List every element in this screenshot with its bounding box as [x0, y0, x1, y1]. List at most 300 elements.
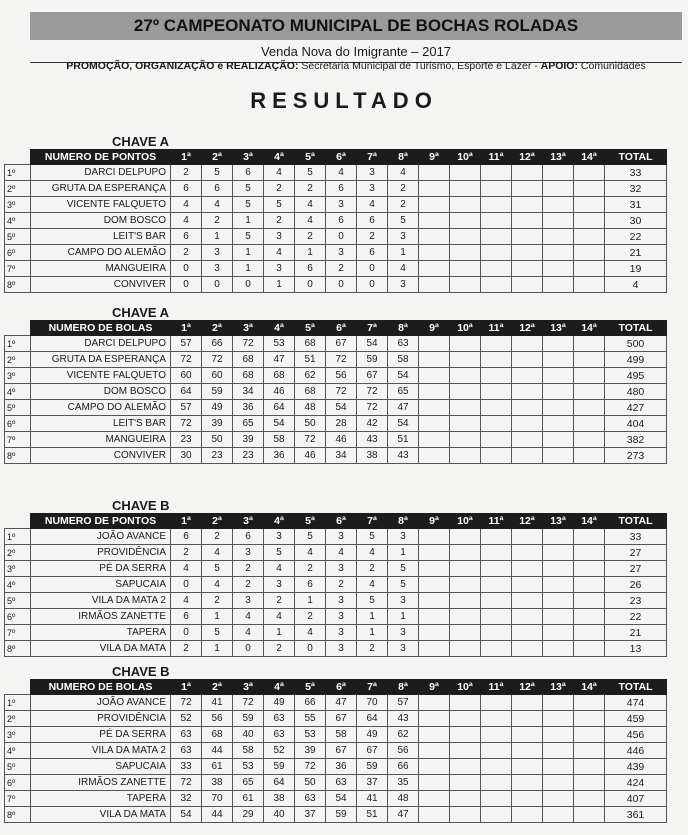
round-score-cell: 63	[264, 711, 295, 727]
table-row	[5, 711, 667, 727]
total-cell: 21	[605, 245, 667, 261]
round-score-cell: 47	[264, 352, 295, 368]
round-score-cell	[450, 791, 481, 807]
round-score-cell	[450, 641, 481, 657]
table-row	[5, 368, 667, 384]
round-score-cell: 1	[388, 545, 419, 561]
round-score-cell: 3	[326, 625, 357, 641]
table-row	[5, 432, 667, 448]
round-score-cell	[481, 416, 512, 432]
round-score-cell	[450, 695, 481, 711]
round-score-cell	[481, 384, 512, 400]
round-score-cell: 62	[295, 368, 326, 384]
total-cell: 273	[605, 448, 667, 464]
round-header: 5ª	[295, 321, 326, 336]
team-name-cell: MANGUEIRA	[31, 261, 171, 277]
round-score-cell	[419, 711, 450, 727]
round-score-cell	[512, 561, 543, 577]
round-score-cell: 40	[264, 807, 295, 823]
round-score-cell: 0	[233, 641, 264, 657]
position-cell: 4º	[5, 384, 31, 400]
round-header: 4ª	[264, 680, 295, 695]
round-score-cell: 5	[202, 165, 233, 181]
round-header: 1ª	[171, 150, 202, 165]
round-score-cell: 58	[264, 432, 295, 448]
round-score-cell	[481, 625, 512, 641]
round-score-cell: 1	[233, 213, 264, 229]
round-score-cell	[574, 545, 605, 561]
round-score-cell	[481, 432, 512, 448]
round-score-cell: 6	[233, 165, 264, 181]
round-score-cell: 4	[202, 577, 233, 593]
team-name-cell: MANGUEIRA	[31, 432, 171, 448]
round-header: 3ª	[233, 150, 264, 165]
round-score-cell: 1	[202, 229, 233, 245]
round-header: 2ª	[202, 514, 233, 529]
round-header: 2ª	[202, 321, 233, 336]
round-score-cell: 3	[264, 261, 295, 277]
position-cell: 8º	[5, 807, 31, 823]
round-score-cell: 4	[202, 197, 233, 213]
round-score-cell: 1	[233, 245, 264, 261]
round-score-cell	[543, 791, 574, 807]
round-score-cell: 38	[357, 448, 388, 464]
round-score-cell	[574, 261, 605, 277]
round-score-cell: 41	[202, 695, 233, 711]
table-row	[5, 197, 667, 213]
round-score-cell	[512, 711, 543, 727]
total-cell: 459	[605, 711, 667, 727]
results-table	[4, 149, 667, 293]
round-score-cell	[481, 336, 512, 352]
round-score-cell: 63	[295, 791, 326, 807]
table-row	[5, 352, 667, 368]
total-cell: 480	[605, 384, 667, 400]
round-score-cell: 1	[202, 641, 233, 657]
round-header: 6ª	[326, 680, 357, 695]
team-name-cell: PÉ DA SERRA	[31, 727, 171, 743]
round-header: 13ª	[543, 150, 574, 165]
round-score-cell: 23	[171, 432, 202, 448]
round-score-cell	[419, 561, 450, 577]
position-cell: 8º	[5, 641, 31, 657]
table-row	[5, 743, 667, 759]
round-score-cell: 68	[233, 368, 264, 384]
round-score-cell: 4	[171, 197, 202, 213]
round-score-cell: 6	[295, 577, 326, 593]
round-score-cell	[450, 229, 481, 245]
round-score-cell	[481, 711, 512, 727]
round-score-cell: 1	[388, 245, 419, 261]
round-score-cell: 65	[388, 384, 419, 400]
round-score-cell: 66	[388, 759, 419, 775]
table-row	[5, 545, 667, 561]
table-row	[5, 529, 667, 545]
round-score-cell	[450, 197, 481, 213]
round-score-cell: 4	[357, 197, 388, 213]
round-score-cell: 72	[171, 775, 202, 791]
team-name-cell: CONVIVER	[31, 277, 171, 293]
round-score-cell: 34	[326, 448, 357, 464]
round-score-cell: 70	[202, 791, 233, 807]
position-cell: 6º	[5, 609, 31, 625]
round-score-cell: 2	[357, 561, 388, 577]
position-cell: 3º	[5, 727, 31, 743]
round-score-cell	[481, 400, 512, 416]
round-score-cell: 67	[326, 336, 357, 352]
round-score-cell	[419, 743, 450, 759]
round-score-cell: 5	[388, 577, 419, 593]
round-header: 9ª	[419, 150, 450, 165]
round-score-cell: 37	[357, 775, 388, 791]
round-score-cell: 6	[326, 213, 357, 229]
round-header: 5ª	[295, 150, 326, 165]
round-score-cell: 4	[295, 545, 326, 561]
round-score-cell: 2	[202, 593, 233, 609]
round-score-cell	[419, 791, 450, 807]
round-score-cell: 1	[295, 245, 326, 261]
round-score-cell: 2	[233, 577, 264, 593]
round-score-cell	[574, 577, 605, 593]
round-header: 5ª	[295, 514, 326, 529]
round-score-cell: 5	[388, 213, 419, 229]
round-score-cell: 2	[264, 593, 295, 609]
round-score-cell	[574, 609, 605, 625]
table-row	[5, 641, 667, 657]
round-score-cell	[543, 400, 574, 416]
section-title: CHAVE A	[112, 305, 170, 320]
round-header: 1ª	[171, 321, 202, 336]
round-score-cell: 36	[326, 759, 357, 775]
round-score-cell: 1	[233, 261, 264, 277]
round-score-cell: 63	[326, 775, 357, 791]
round-score-cell: 72	[326, 384, 357, 400]
round-score-cell	[450, 727, 481, 743]
round-score-cell: 0	[295, 277, 326, 293]
round-score-cell	[450, 213, 481, 229]
round-score-cell	[450, 181, 481, 197]
position-cell: 8º	[5, 448, 31, 464]
round-score-cell: 50	[295, 775, 326, 791]
round-score-cell	[419, 695, 450, 711]
total-cell: 439	[605, 759, 667, 775]
round-score-cell	[419, 165, 450, 181]
round-header: 9ª	[419, 680, 450, 695]
round-score-cell: 3	[233, 593, 264, 609]
team-name-cell: TAPERA	[31, 625, 171, 641]
round-score-cell: 3	[202, 245, 233, 261]
round-score-cell	[512, 336, 543, 352]
round-score-cell: 49	[202, 400, 233, 416]
round-score-cell	[543, 368, 574, 384]
total-cell: 361	[605, 807, 667, 823]
table-row	[5, 561, 667, 577]
round-header: 7ª	[357, 150, 388, 165]
round-score-cell: 1	[295, 593, 326, 609]
round-score-cell: 54	[357, 336, 388, 352]
results-table	[4, 320, 667, 464]
round-header: 13ª	[543, 680, 574, 695]
promo-value: Secretaria Municipal de Turismo, Esporte e Lazer -	[298, 60, 541, 72]
round-score-cell	[481, 213, 512, 229]
round-score-cell: 53	[295, 727, 326, 743]
round-score-cell: 2	[388, 181, 419, 197]
round-score-cell	[574, 807, 605, 823]
round-header: 3ª	[233, 680, 264, 695]
round-score-cell: 3	[357, 165, 388, 181]
round-score-cell	[450, 384, 481, 400]
round-score-cell: 1	[357, 625, 388, 641]
round-score-cell: 3	[388, 277, 419, 293]
round-score-cell: 50	[295, 416, 326, 432]
round-score-cell: 3	[326, 609, 357, 625]
round-score-cell: 52	[171, 711, 202, 727]
position-cell: 4º	[5, 743, 31, 759]
round-score-cell	[543, 545, 574, 561]
team-name-cell: SAPUCAIA	[31, 759, 171, 775]
round-score-cell	[574, 197, 605, 213]
round-score-cell	[419, 229, 450, 245]
round-score-cell: 51	[357, 807, 388, 823]
round-score-cell	[574, 416, 605, 432]
round-score-cell	[574, 641, 605, 657]
round-score-cell: 0	[295, 641, 326, 657]
round-score-cell: 68	[202, 727, 233, 743]
team-name-cell: VILA DA MATA 2	[31, 593, 171, 609]
round-score-cell	[419, 609, 450, 625]
table-row	[5, 245, 667, 261]
round-score-cell: 61	[202, 759, 233, 775]
round-score-cell: 35	[388, 775, 419, 791]
round-score-cell	[574, 181, 605, 197]
round-header: 13ª	[543, 321, 574, 336]
round-score-cell: 54	[326, 791, 357, 807]
position-cell: 6º	[5, 416, 31, 432]
round-score-cell: 23	[202, 448, 233, 464]
round-score-cell: 5	[295, 165, 326, 181]
round-score-cell	[419, 181, 450, 197]
round-score-cell	[574, 775, 605, 791]
round-score-cell: 34	[233, 384, 264, 400]
round-score-cell: 2	[264, 641, 295, 657]
round-score-cell: 5	[388, 561, 419, 577]
round-score-cell: 6	[171, 229, 202, 245]
table-row	[5, 448, 667, 464]
round-score-cell: 72	[357, 384, 388, 400]
round-score-cell: 59	[264, 759, 295, 775]
round-header: 1ª	[171, 514, 202, 529]
round-score-cell	[512, 545, 543, 561]
round-score-cell: 70	[357, 695, 388, 711]
round-score-cell	[543, 384, 574, 400]
position-cell: 2º	[5, 711, 31, 727]
apoio-label: APOIO:	[540, 60, 578, 72]
round-score-cell: 2	[171, 545, 202, 561]
round-score-cell	[419, 807, 450, 823]
round-header: 8ª	[388, 514, 419, 529]
apoio-value: Comunidades	[577, 60, 646, 72]
round-header: 4ª	[264, 321, 295, 336]
round-score-cell: 4	[264, 245, 295, 261]
round-score-cell: 1	[264, 625, 295, 641]
round-score-cell: 67	[357, 743, 388, 759]
total-cell: 446	[605, 743, 667, 759]
round-score-cell	[574, 695, 605, 711]
round-score-cell: 46	[264, 384, 295, 400]
round-score-cell: 41	[357, 791, 388, 807]
round-score-cell	[419, 400, 450, 416]
round-score-cell: 62	[388, 727, 419, 743]
round-score-cell	[419, 593, 450, 609]
round-score-cell: 54	[388, 416, 419, 432]
round-score-cell	[512, 775, 543, 791]
round-score-cell: 4	[388, 165, 419, 181]
round-score-cell	[481, 448, 512, 464]
round-score-cell: 52	[264, 743, 295, 759]
round-score-cell	[543, 641, 574, 657]
team-name-cell: VICENTE FALQUETO	[31, 197, 171, 213]
round-score-cell	[574, 625, 605, 641]
round-score-cell: 65	[233, 416, 264, 432]
round-score-cell: 72	[202, 352, 233, 368]
round-score-cell: 4	[295, 213, 326, 229]
round-score-cell: 58	[326, 727, 357, 743]
round-score-cell: 44	[202, 807, 233, 823]
round-score-cell: 0	[202, 277, 233, 293]
round-score-cell: 39	[233, 432, 264, 448]
round-score-cell	[450, 165, 481, 181]
position-cell: 2º	[5, 352, 31, 368]
round-score-cell	[543, 807, 574, 823]
round-score-cell	[450, 577, 481, 593]
round-score-cell: 28	[326, 416, 357, 432]
round-score-cell: 2	[171, 641, 202, 657]
round-score-cell	[481, 197, 512, 213]
round-score-cell	[512, 432, 543, 448]
round-header: 11ª	[481, 514, 512, 529]
round-score-cell	[481, 245, 512, 261]
round-score-cell: 5	[233, 181, 264, 197]
round-header: 3ª	[233, 514, 264, 529]
round-score-cell	[450, 277, 481, 293]
round-score-cell	[481, 229, 512, 245]
round-score-cell: 2	[202, 529, 233, 545]
round-score-cell: 2	[357, 229, 388, 245]
round-score-cell: 44	[202, 743, 233, 759]
round-score-cell: 5	[295, 529, 326, 545]
round-header: 11ª	[481, 150, 512, 165]
team-name-cell: LEIT'S BAR	[31, 229, 171, 245]
round-score-cell	[481, 609, 512, 625]
round-score-cell: 4	[295, 197, 326, 213]
total-cell: 13	[605, 641, 667, 657]
round-score-cell: 50	[202, 432, 233, 448]
round-score-cell: 4	[202, 545, 233, 561]
round-score-cell: 72	[171, 416, 202, 432]
team-name-cell: CONVIVER	[31, 448, 171, 464]
round-header: 14ª	[574, 514, 605, 529]
round-score-cell: 66	[202, 336, 233, 352]
round-score-cell	[574, 336, 605, 352]
round-score-cell: 42	[357, 416, 388, 432]
round-score-cell: 6	[326, 181, 357, 197]
header-blank	[5, 150, 31, 165]
round-header: 13ª	[543, 514, 574, 529]
round-score-cell	[481, 165, 512, 181]
position-cell: 3º	[5, 368, 31, 384]
round-score-cell	[543, 711, 574, 727]
round-score-cell: 1	[202, 609, 233, 625]
results-table	[4, 679, 667, 823]
round-score-cell: 5	[202, 561, 233, 577]
round-score-cell: 1	[357, 609, 388, 625]
round-score-cell: 60	[171, 368, 202, 384]
round-score-cell	[419, 529, 450, 545]
round-score-cell: 72	[233, 336, 264, 352]
round-header: 4ª	[264, 514, 295, 529]
round-score-cell: 72	[295, 759, 326, 775]
round-score-cell: 4	[326, 545, 357, 561]
round-header: 10ª	[450, 680, 481, 695]
round-score-cell: 72	[326, 352, 357, 368]
round-score-cell: 68	[295, 336, 326, 352]
round-header: 1ª	[171, 680, 202, 695]
round-score-cell: 5	[202, 625, 233, 641]
round-score-cell	[450, 807, 481, 823]
round-header: 11ª	[481, 321, 512, 336]
round-score-cell	[512, 743, 543, 759]
round-header: 11ª	[481, 680, 512, 695]
round-score-cell	[419, 213, 450, 229]
round-score-cell	[419, 545, 450, 561]
round-score-cell	[450, 245, 481, 261]
position-cell: 3º	[5, 561, 31, 577]
round-score-cell	[543, 213, 574, 229]
round-score-cell: 4	[171, 561, 202, 577]
metric-header: NUMERO DE BOLAS	[31, 321, 171, 336]
round-score-cell	[419, 577, 450, 593]
position-cell: 8º	[5, 277, 31, 293]
round-score-cell: 68	[233, 352, 264, 368]
position-cell: 6º	[5, 245, 31, 261]
position-cell: 5º	[5, 229, 31, 245]
round-score-cell: 0	[326, 229, 357, 245]
round-score-cell: 0	[171, 261, 202, 277]
round-score-cell: 48	[295, 400, 326, 416]
results-table	[4, 513, 667, 657]
team-name-cell: LEIT'S BAR	[31, 416, 171, 432]
round-score-cell: 32	[171, 791, 202, 807]
total-cell: 495	[605, 368, 667, 384]
round-score-cell: 43	[388, 448, 419, 464]
team-name-cell: IRMÃOS ZANETTE	[31, 609, 171, 625]
team-name-cell: PROVIDÊNCIA	[31, 545, 171, 561]
round-score-cell	[543, 577, 574, 593]
table-row	[5, 593, 667, 609]
round-score-cell	[574, 229, 605, 245]
round-score-cell	[574, 352, 605, 368]
round-score-cell: 47	[326, 695, 357, 711]
round-score-cell: 63	[171, 743, 202, 759]
round-score-cell: 40	[233, 727, 264, 743]
team-name-cell: PROVIDÊNCIA	[31, 711, 171, 727]
round-score-cell: 4	[295, 625, 326, 641]
round-score-cell	[450, 759, 481, 775]
round-score-cell: 72	[171, 352, 202, 368]
round-header: 14ª	[574, 150, 605, 165]
position-cell: 5º	[5, 400, 31, 416]
round-score-cell: 64	[264, 775, 295, 791]
